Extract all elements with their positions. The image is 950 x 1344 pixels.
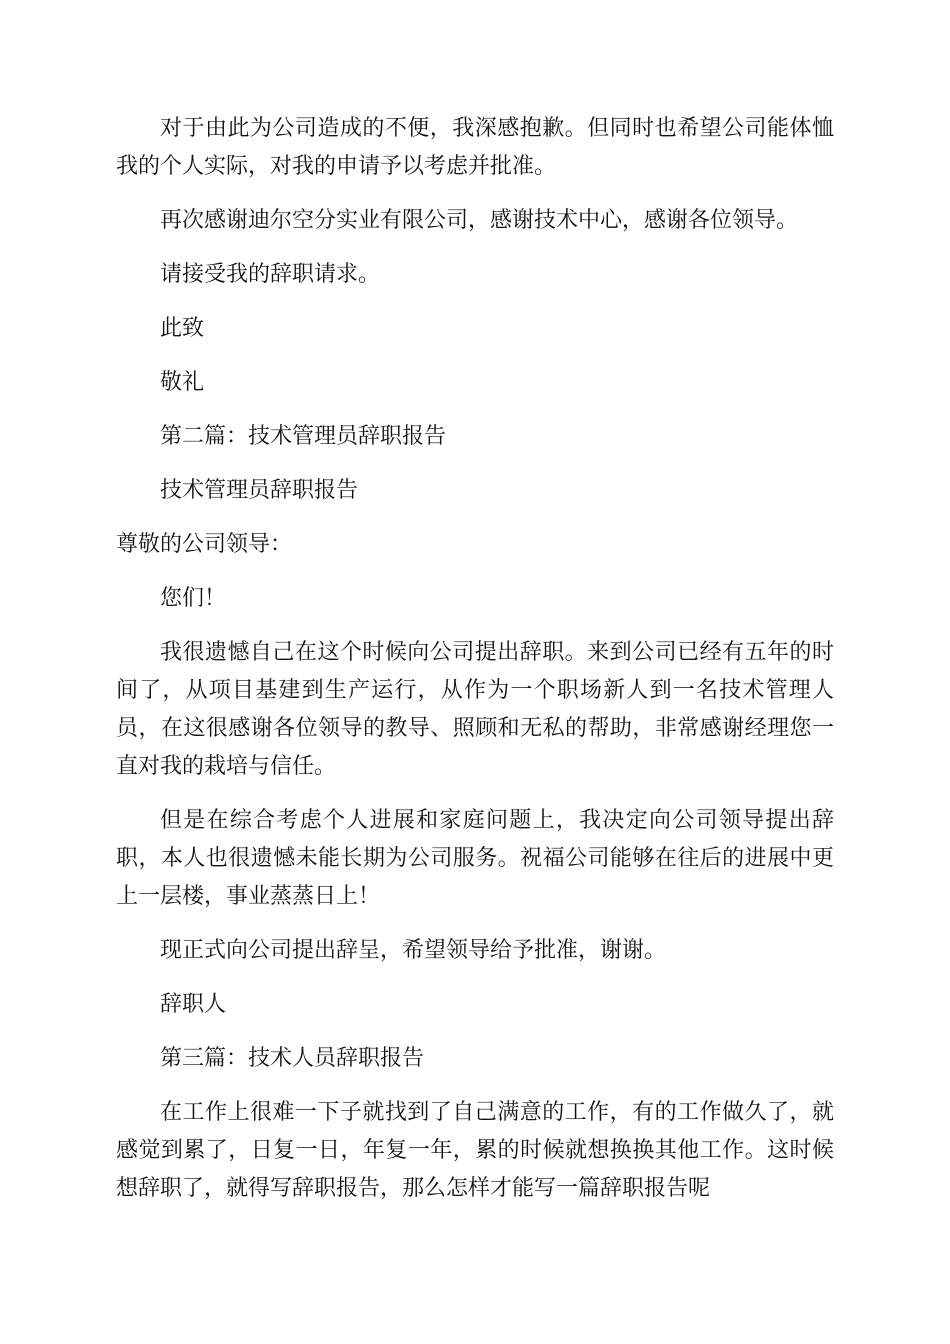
paragraph: 现正式向公司提出辞呈，希望领导给予批准，谢谢。: [160, 938, 667, 963]
salutation-closing: 此致: [160, 316, 205, 341]
document-body: [116, 110, 834, 1224]
salutation-respect: 敬礼: [160, 370, 205, 395]
paragraph: 请接受我的辞职请求。: [160, 262, 381, 287]
section-heading: 第三篇：技术人员辞职报告: [160, 1046, 425, 1071]
paragraph: 在工作上很难一下子就找到了自己满意的工作，有的工作做久了，就感觉到累了，日复一日，年复一年，累的时候就想换换其他工作。这时候想辞职了，就得写辞职报告，那么怎样才能写一篇辞职报告呢: [116, 1100, 834, 1201]
paragraph: 但是在综合考虑个人进展和家庭问题上，我决定向公司领导提出辞职，本人也很遗憾未能长期为公司服务。祝福公司能够在往后的进展中更上一层楼，事业蒸蒸日上！: [116, 808, 834, 909]
document-title: 技术管理员辞职报告: [160, 478, 359, 503]
section-heading: 第二篇：技术管理员辞职报告: [160, 424, 447, 449]
paragraph: 再次感谢迪尔空分实业有限公司，感谢技术中心，感谢各位领导。: [160, 208, 799, 233]
signature-label: 辞职人: [160, 992, 227, 1017]
addressee: 尊敬的公司领导：: [116, 532, 293, 557]
paragraph: 对于由此为公司造成的不便，我深感抱歉。但同时也希望公司能体恤我的个人实际，对我的申请予以考虑并批准。: [116, 116, 834, 179]
paragraph: 我很遗憾自己在这个时候向公司提出辞职。来到公司已经有五年的时间了，从项目基建到生产运行，从作为一个职场新人到一名技术管理人员，在这很感谢各位领导的教导、照顾和无私的帮助，非常感谢经理您一直对我的栽培与信任。: [116, 640, 834, 779]
greeting: 您们！: [160, 586, 227, 611]
